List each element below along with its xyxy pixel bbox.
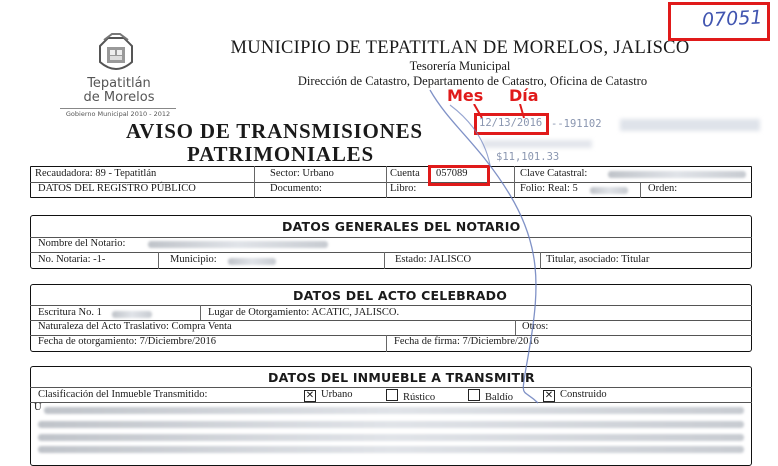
logo-divider [60,108,176,109]
option-urbano[interactable] [304,389,353,402]
escritura-redacted [112,311,152,318]
option-construido-label: Construido [560,389,607,400]
stamp-code: --191102 [551,118,602,130]
option-baldio-label: Baldío [485,392,513,403]
logo-name-line1: Tepatitlán [87,76,151,91]
libro: Libro: [390,183,417,194]
option-rustico-label: Rústico [403,392,436,403]
clasificacion-label: Clasificación del Inmueble Transmitido: [38,389,208,400]
department-name: Dirección de Catastro, Departamento de Catastro, Oficina de Catastro [297,74,648,88]
naturaleza-acto: Naturaleza del Acto Traslativo: Compra Venta [38,321,232,332]
orden: Orden: [648,183,678,194]
label-day: Día [509,86,539,105]
label-month: Mes [447,86,484,105]
document-title-line1: AVISO DE TRANSMISIONES [126,119,423,143]
office-name: Tesorería Municipal [409,59,511,73]
lugar-otorgamiento: Lugar de Otorgamiento: ACATIC, JALISCO. [208,307,400,318]
notary-section-title: DATOS GENERALES DEL NOTARIO [282,219,521,234]
otros: Otros: [522,321,549,332]
option-urbano-label: Urbano [321,389,353,400]
clave-catastral: Clave Catastral: [520,168,588,179]
handwritten-folio: 07051 [701,6,763,32]
document-title-line2: PATRIMONIALES [187,142,374,166]
notary-number: No. Notaria: -1- [38,254,106,265]
notary-name-redacted [148,241,328,248]
municipal-logo [56,32,180,120]
signature-scribble [420,85,620,405]
act-section-title: DATOS DEL ACTO CELEBRADO [293,288,508,303]
sector: Sector: Urbano [270,168,334,179]
stamp-date: 12/13/2016 [479,117,543,129]
notary-municipio: Municipio: [170,254,217,265]
logo-name-line2: de Morelos [83,90,155,105]
folio-real: Folio: Real: 5 [520,183,578,194]
logo-subtitle: Gobierno Municipal 2010 - 2012 [65,110,171,118]
coat-of-arms-icon [94,32,138,76]
fecha-firma: Fecha de firma: 7/Diciembre/2016 [394,336,539,347]
recaudadora: Recaudadora: 89 - Tepatitlán [35,168,157,179]
stamp-amount: $11,101.33 [496,151,560,163]
notary-estado: Estado: JALISCO [395,254,472,265]
checkbox-urbano[interactable]: ✕ [305,390,315,401]
property-redacted-3 [38,434,744,441]
property-redacted-2 [38,421,744,428]
property-section-title: DATOS DEL INMUEBLE A TRANSMITIR [268,370,535,385]
notary-name-label: Nombre del Notario: [38,238,126,249]
property-redacted-1 [44,407,744,414]
notary-titular: Titular, asociado: Titular [546,254,650,265]
cuenta-value: 057089 [436,168,468,179]
notary-municipio-redacted [228,258,276,265]
municipality-heading: MUNICIPIO DE TEPATITLAN DE MORELOS, JALISCO [230,38,690,58]
property-redacted-4 [38,446,744,453]
property-line-start: U [34,402,42,413]
checkbox-rustico[interactable] [386,389,398,401]
stamp-smudge [620,119,760,131]
clave-catastral-redacted [608,171,746,178]
escritura: Escritura No. 1 [38,307,102,318]
registro-publico: DATOS DEL REGISTRO PÚBLICO [38,183,196,194]
checkbox-construido[interactable]: ✕ [544,390,554,401]
fecha-otorgamiento: Fecha de otorgamiento: 7/Diciembre/2016 [38,336,216,347]
cuenta-label: Cuenta [390,168,420,179]
documento: Documento: [270,183,322,194]
